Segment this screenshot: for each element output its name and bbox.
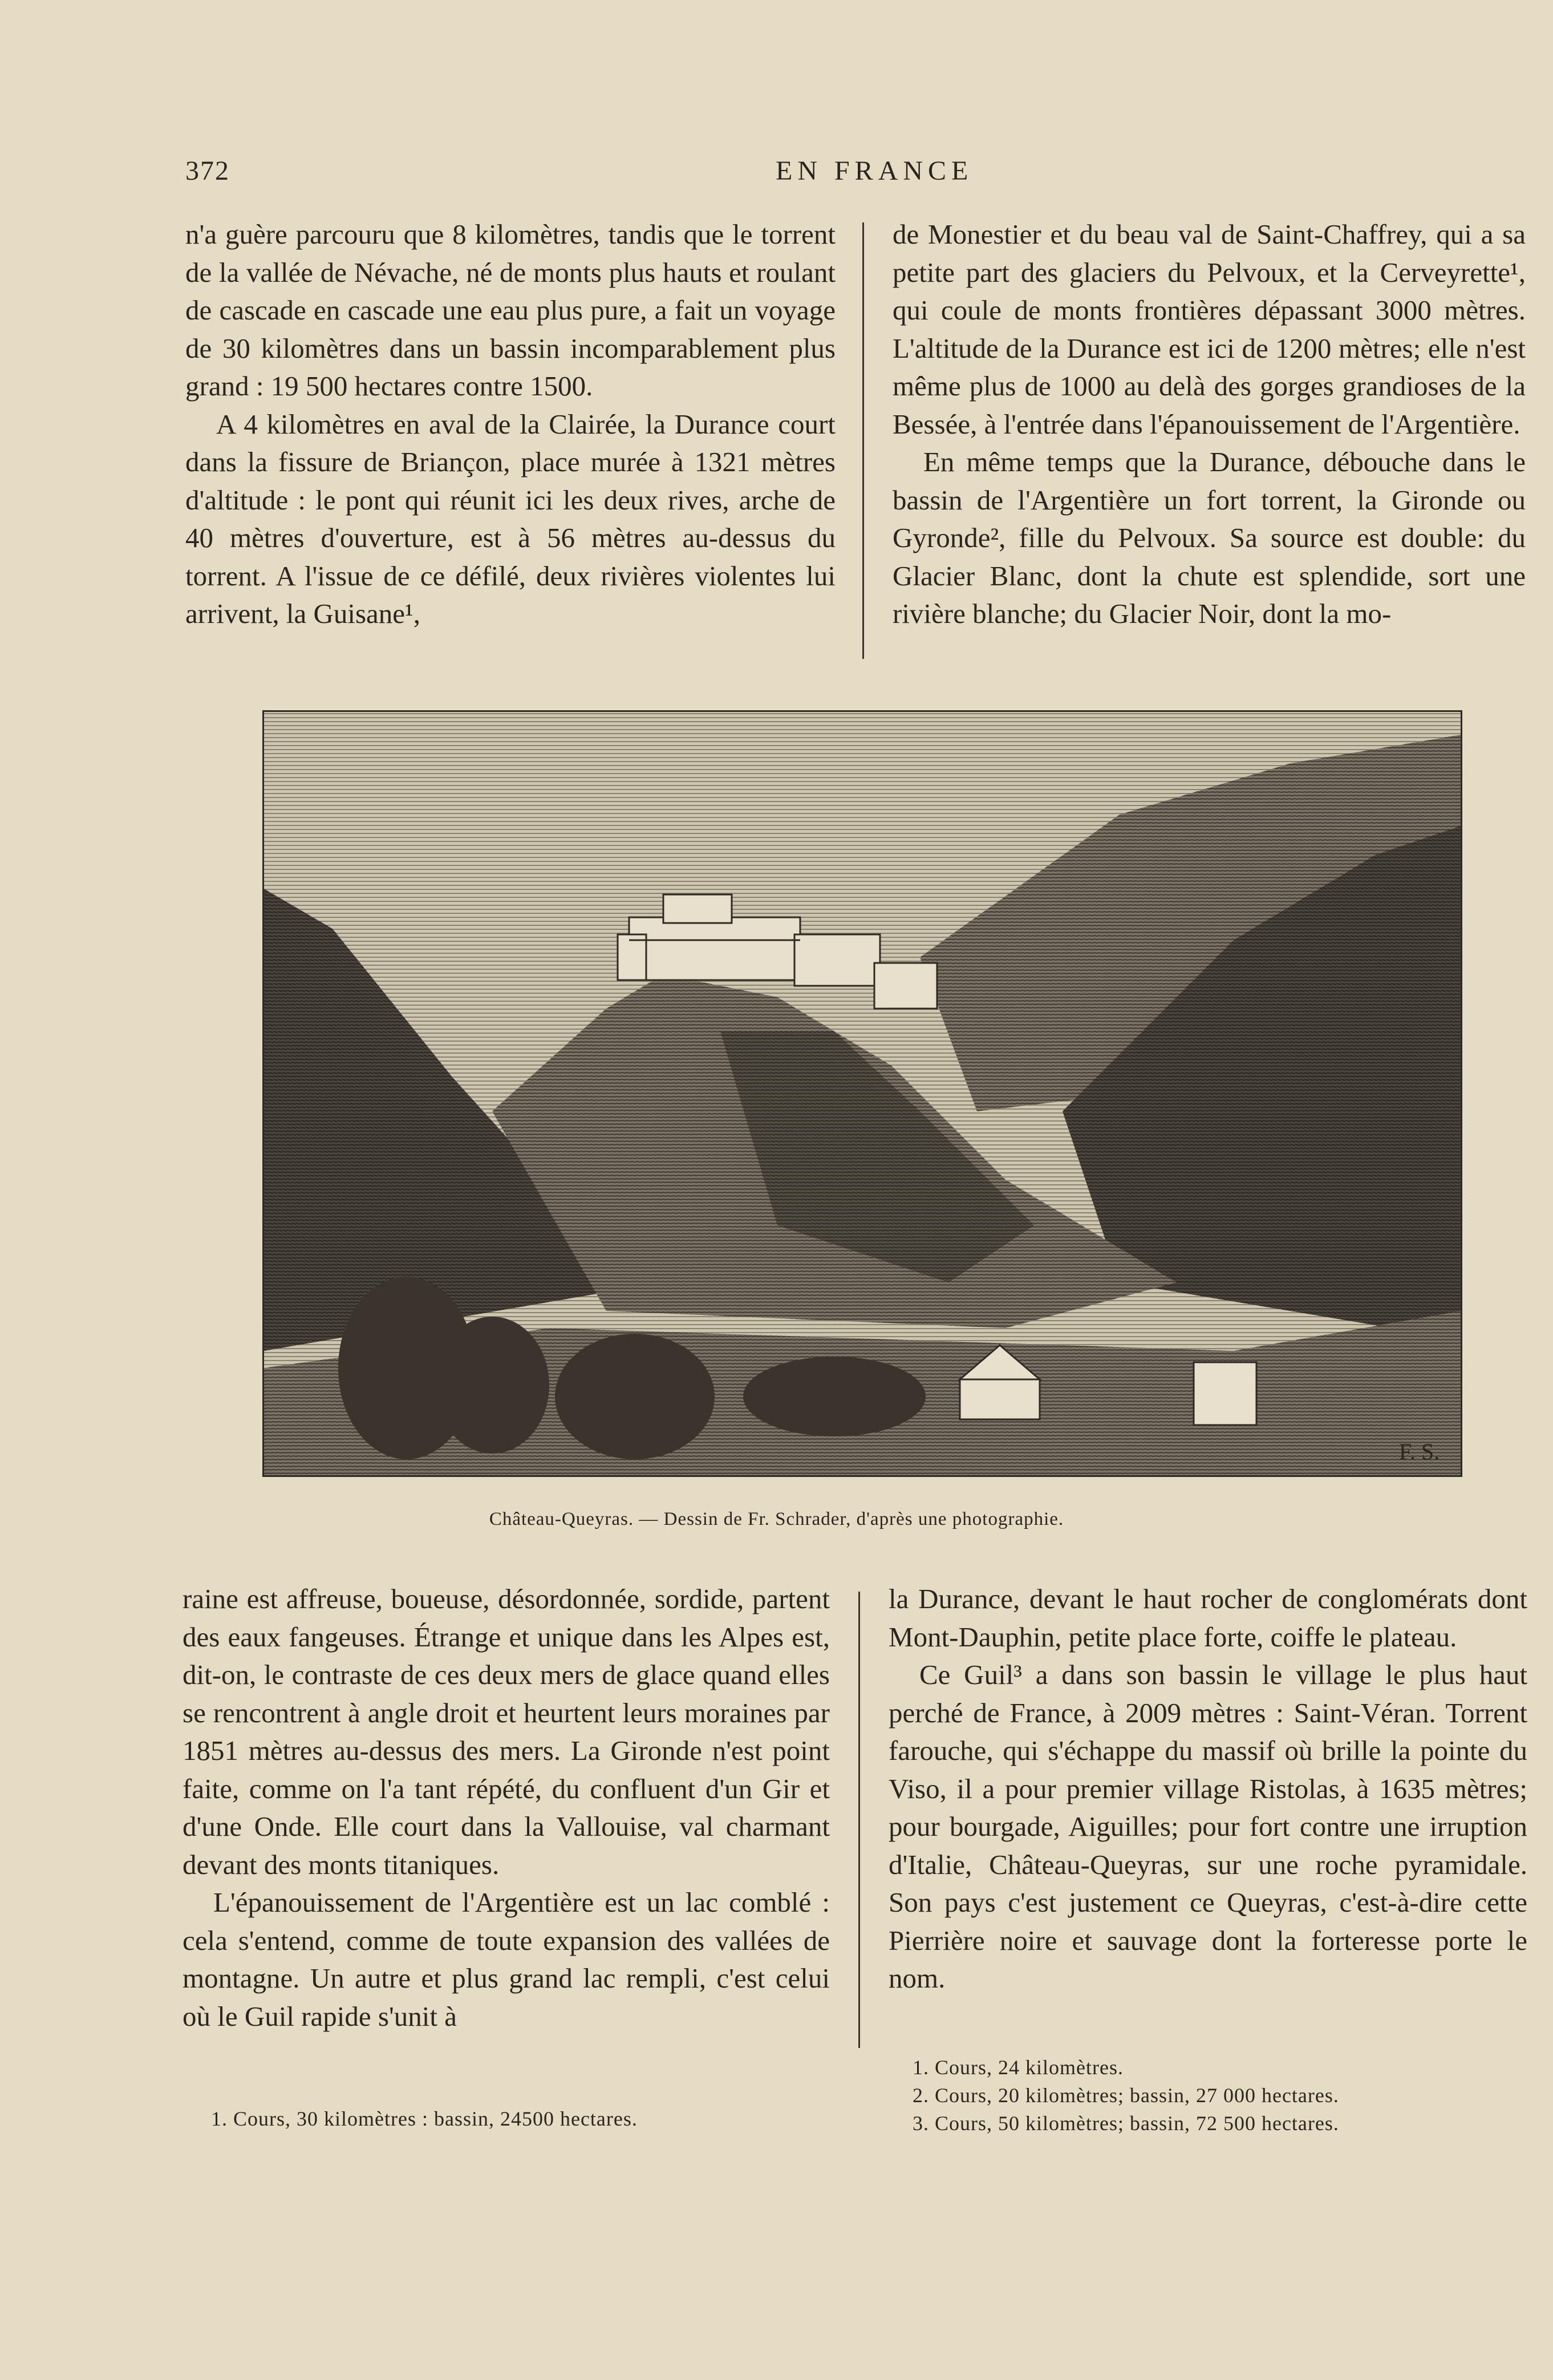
text-column-bottom-left — [183, 1580, 830, 2035]
paragraph: Ce Guil³ a dans son bassin le village le plus haut perché de France, à 2009 mètres : Saint-Véran. Torrent farouche, qui s'échappe du massif où brille la pointe du Viso, il a pour premier village Ristolas, à 1635 mètres; pour bourgade, Aiguilles; pour fort contre une irruption d'Italie, Château-Queyras, sur une roche pyramidale. Son pays c'est justement ce Queyras, c'est-à-dire cette Pierrière noire et sauvage dont la forteresse porte le nom. — [889, 1659, 1527, 1994]
page-number: 372 — [185, 156, 230, 186]
paragraph: En même temps que la Durance, débouche dans le bassin de l'Argentière un fort torrent, la Gironde ou Gyronde², fille du Pelvoux. Sa source est double: du Glacier Blanc, dont la chute est splendide, sort une rivière blanche; du Glacier Noir, dont la mo- — [893, 446, 1526, 629]
engraver-signature: F. S. — [1399, 1439, 1440, 1464]
footnote: 3. Cours, 50 kilomètres; bassin, 72 500 hectares. — [913, 2112, 1339, 2135]
footnote: 1. Cours, 24 kilomètres. — [913, 2056, 1124, 2079]
paragraph: de Monestier et du beau val de Saint-Chaffrey, qui a sa petite part des glaciers du Pelvoux, et la Cerveyrette¹, qui coule de monts frontières dépassant 3000 mètres. L'altitude de la Durance est ici de 1200 mètres; elle n'est même plus de 1000 au delà des gorges grandioses de la Bessée, à l'entrée dans l'épanouissement de l'Argentière. — [893, 218, 1526, 440]
footnotes-right — [913, 2054, 1528, 2138]
text-column-bottom-right — [889, 1580, 1527, 1998]
engraving-chateau-queyras — [262, 710, 1462, 1477]
column-rule — [862, 222, 864, 659]
figure-caption: Château-Queyras. — Dessin de Fr. Schrader, d'après une photographie. — [489, 1509, 1064, 1529]
footnotes-left — [211, 2105, 810, 2133]
paragraph: L'épanouissement de l'Argentière est un lac comblé : cela s'entend, comme de toute expansion des vallées de montagne. Un autre et plus grand lac rempli, c'est celui où le Guil rapide s'unit à — [183, 1887, 830, 2032]
footnote: 2. Cours, 20 kilomètres; bassin, 27 000 hectares. — [913, 2084, 1339, 2107]
column-rule — [858, 1592, 860, 2048]
text-column-top-right — [893, 216, 1526, 633]
paragraph: la Durance, devant le haut rocher de conglomérats dont Mont-Dauphin, petite place forte, coiffe le plateau. — [889, 1583, 1527, 1653]
text-column-top-left — [185, 216, 836, 633]
paragraph: A 4 kilomètres en aval de la Clairée, la Durance court dans la fissure de Briançon, place murée à 1321 mètres d'altitude : le pont qui réunit ici les deux rives, arche de 40 mètres d'ouverture, est à 56 mètres au-dessus du torrent. A l'issue de ce défilé, deux rivières violentes lui arrivent, la Guisane¹, — [185, 408, 836, 629]
paragraph: raine est affreuse, boueuse, désordonnée, sordide, partent des eaux fangeuses. Étrange et unique dans les Alpes est, dit-on, le contraste de ces deux mers de glace quand elles se rencontrent à angle droit et heurtent leurs moraines par 1851 mètres au-dessus des mers. La Gironde n'est point faite, comme on l'a tant répété, du confluent d'un Gir et d'une Onde. Elle court dans la Vallouise, val charmant devant des monts titaniques. — [183, 1583, 830, 1880]
footnote: 1. Cours, 30 kilomètres : bassin, 24500 hectares. — [211, 2107, 638, 2130]
paragraph: n'a guère parcouru que 8 kilomètres, tandis que le torrent de la vallée de Névache, né de monts plus hauts et roulant de cascade en cascade une eau plus pure, a fait un voyage de 30 kilomètres dans un bassin incomparablement plus grand : 19 500 hectares contre 1500. — [185, 218, 836, 402]
running-title: EN FRANCE — [776, 156, 974, 186]
